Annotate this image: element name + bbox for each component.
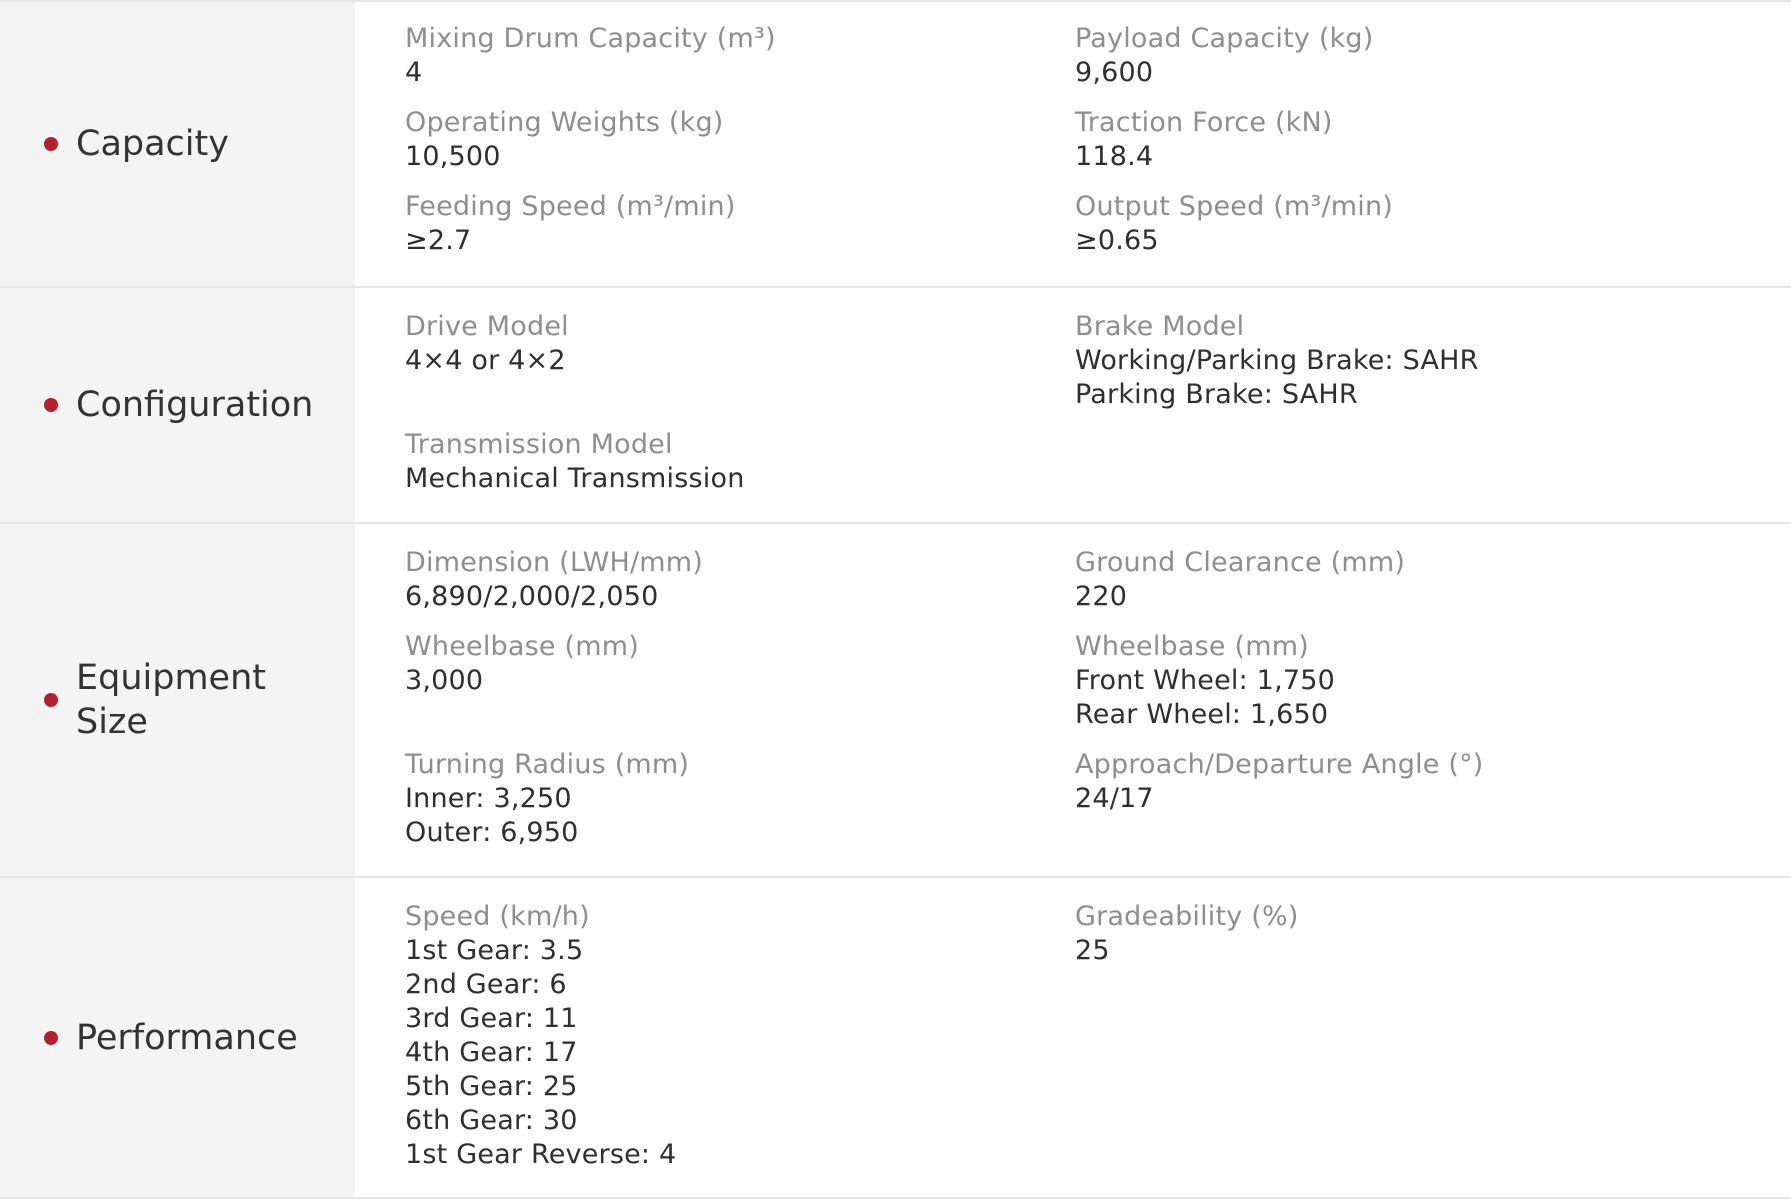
spec-item [1075, 106, 1791, 174]
spec-label: Transmission Model [405, 429, 673, 460]
spec-label: Mixing Drum Capacity (m³) [405, 23, 776, 54]
spec-item [1075, 748, 1791, 816]
spec-row-performance [0, 878, 1791, 1199]
spec-label: Ground Clearance (mm) [1075, 547, 1406, 578]
spec-item [405, 748, 1075, 850]
spec-item [405, 630, 1075, 732]
spec-item [1075, 900, 1791, 968]
category-cell [0, 524, 355, 876]
spec-value: 118.4 [1075, 141, 1154, 172]
spec-value: Parking Brake: SAHR [1075, 379, 1358, 410]
spec-body [355, 2, 1791, 286]
category-cell [0, 288, 355, 522]
spec-item [405, 428, 1075, 496]
spec-label: Operating Weights (kg) [405, 107, 724, 138]
bullet-icon [44, 137, 58, 151]
spec-label: Wheelbase (mm) [1075, 631, 1309, 662]
spec-column-right [1075, 22, 1791, 272]
spec-value: 1st Gear: 3.5 [405, 935, 584, 966]
spec-column-left [355, 900, 1075, 1183]
spec-value: Inner: 3,250 [405, 783, 572, 814]
category-cell [0, 878, 355, 1197]
spec-item [1075, 22, 1791, 90]
spec-item [405, 310, 1075, 412]
spec-label: Approach/Departure Angle (°) [1075, 749, 1484, 780]
spec-value: 10,500 [405, 141, 501, 172]
spec-item [405, 900, 1075, 1172]
spec-label: Dimension (LWH/mm) [405, 547, 704, 578]
spec-column-left [355, 546, 1075, 862]
bullet-icon [44, 693, 58, 707]
spec-value: 5th Gear: 25 [405, 1071, 578, 1102]
spec-label: Gradeability (%) [1075, 901, 1299, 932]
spec-item [1075, 190, 1791, 258]
spec-value: 4th Gear: 17 [405, 1037, 578, 1068]
spec-value: ≥0.65 [1075, 225, 1159, 256]
spec-item [405, 22, 1075, 90]
spec-body [355, 288, 1791, 522]
spec-label: Output Speed (m³/min) [1075, 191, 1393, 222]
bullet-icon [44, 398, 58, 412]
spec-item [405, 190, 1075, 258]
spec-label: Brake Model [1075, 311, 1245, 342]
spec-row-configuration [0, 288, 1791, 524]
spec-label: Payload Capacity (kg) [1075, 23, 1374, 54]
spec-column-right [1075, 310, 1791, 508]
spec-column-left [355, 22, 1075, 272]
spec-body [355, 878, 1791, 1197]
spec-label: Drive Model [405, 311, 569, 342]
spec-value: 6,890/2,000/2,050 [405, 581, 659, 612]
category-cell [0, 2, 355, 286]
spec-label: Turning Radius (mm) [405, 749, 690, 780]
spec-value: 3rd Gear: 11 [405, 1003, 578, 1034]
category-label: Capacity [76, 124, 229, 164]
spec-item [1075, 310, 1791, 412]
category-label: Performance [76, 1017, 298, 1058]
spec-label: Feeding Speed (m³/min) [405, 191, 736, 222]
spec-value: Working/Parking Brake: SAHR [1075, 345, 1479, 376]
category-label: Equipment Size [76, 658, 266, 742]
spec-label: Wheelbase (mm) [405, 631, 639, 662]
spec-value: 3,000 [405, 665, 484, 696]
category-label: Configuration [76, 385, 314, 425]
spec-value: Outer: 6,950 [405, 817, 579, 848]
spec-value: 24/17 [1075, 783, 1154, 814]
spec-value: 1st Gear Reverse: 4 [405, 1139, 677, 1170]
spec-value: 4 [405, 57, 423, 88]
spec-value: 9,600 [1075, 57, 1154, 88]
spec-value: ≥2.7 [405, 225, 472, 256]
spec-item [1075, 630, 1791, 732]
spec-value: 220 [1075, 581, 1128, 612]
spec-column-right [1075, 900, 1791, 1183]
spec-item [405, 106, 1075, 174]
spec-item [1075, 546, 1791, 614]
spec-value: 2nd Gear: 6 [405, 969, 567, 1000]
spec-item [405, 546, 1075, 614]
spec-value: 6th Gear: 30 [405, 1105, 578, 1136]
spec-row-equipment-size [0, 524, 1791, 878]
spec-value: Rear Wheel: 1,650 [1075, 699, 1329, 730]
spec-label: Traction Force (kN) [1075, 107, 1333, 138]
spec-value: 25 [1075, 935, 1110, 966]
spec-column-left [355, 310, 1075, 508]
spec-column-right [1075, 546, 1791, 862]
bullet-icon [44, 1031, 58, 1045]
spec-row-capacity [0, 2, 1791, 288]
spec-value: 4×4 or 4×2 [405, 345, 566, 376]
spec-label: Speed (km/h) [405, 901, 590, 932]
spec-body [355, 524, 1791, 876]
spec-value: Mechanical Transmission [405, 463, 745, 494]
spec-value: Front Wheel: 1,750 [1075, 665, 1335, 696]
